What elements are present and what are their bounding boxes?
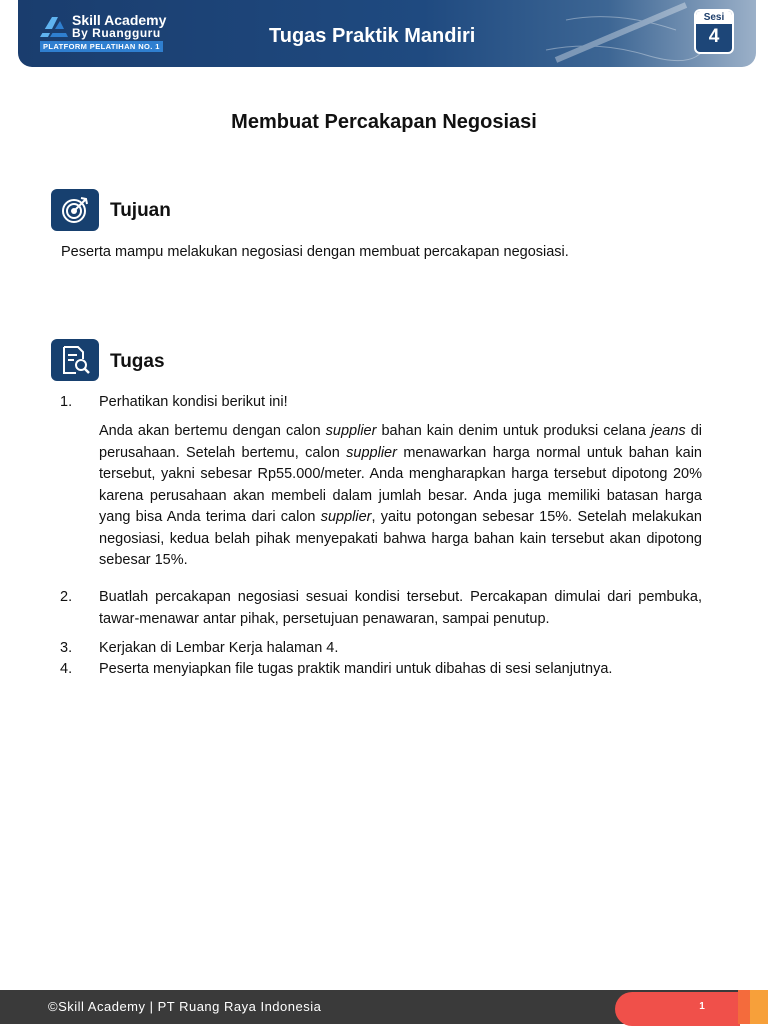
text-run: di perusahaan. Setelah bertemu, calon [99,423,702,461]
header-banner [18,0,756,67]
italic-term: supplier [346,444,397,461]
target-icon [51,189,99,231]
pen-drawing-icon [536,0,716,67]
tugas-heading: Tugas [110,351,165,372]
italic-term: supplier [320,509,372,525]
page-number: 1 [699,1001,705,1012]
list-item: Buatlah percakapan negosiasi sesuai kondisi tersebut. Percakapan dimulai dari pembuka, tawar-menawar antar pihak, persetujuan penawaran, sampai penutup. [99,589,702,627]
header-title: Tugas Praktik Mandiri [269,25,476,47]
document-search-icon [51,339,99,381]
footer-stripe [738,990,750,1024]
list-item-number: 3. [60,640,73,656]
page-number-pill [615,992,740,1026]
skill-academy-logo [38,13,188,53]
logo-name: Skill Academy [72,12,167,28]
logo-mark-icon [38,15,70,39]
italic-term: jeans [651,423,686,439]
list-item-number: 4. [60,661,73,677]
footer-stripe [750,990,768,1024]
document-title: Membuat Percakapan Negosiasi [231,111,537,133]
text-run: bahan kain denim untuk produksi celana [376,423,651,439]
footer-bar [0,990,768,1024]
list-item-number: 2. [60,589,73,605]
session-number: 4 [708,26,720,47]
tujuan-heading: Tujuan [110,200,171,221]
text-run: menawarkan harga normal untuk bahan kain tersebut, yakni sebesar Rp55.000/meter. Anda mengharapkan harga tersebut dipotong 20% karena perusahaan akan membeli dalam jumlah besar. Anda juga memiliki batasan harga yang bisa Anda terima dari calon [99,444,702,525]
condition-paragraph [99,421,702,572]
list-item: Perhatikan kondisi berikut ini! [99,394,288,410]
list-item-number: 1. [60,394,73,410]
logo-subtitle: By Ruangguru [72,26,161,40]
italic-term: supplier [325,423,377,439]
text-run: , yaitu potongan sebesar 15%. Setelah melakukan negosiasi, kedua belah pihak menyepakati bahwa harga bahan kain tersebut akan dipotong sebesar 15%. [99,509,702,568]
footer-copyright: ©Skill Academy | PT Ruang Raya Indonesia [48,999,322,1014]
list-item: Kerjakan di Lembar Kerja halaman 4. [99,640,339,656]
tujuan-text: Peserta mampu melakukan negosiasi dengan membuat percakapan negosiasi. [61,244,569,260]
session-badge [694,9,734,54]
logo-platform-badge: PLATFORM PELATIHAN NO. 1 [40,41,163,52]
text-run: Anda akan bertemu dengan calon [99,423,326,439]
session-label: Sesi [696,11,732,24]
list-item: Peserta menyiapkan file tugas praktik mandiri untuk dibahas di sesi selanjutnya. [99,661,613,677]
